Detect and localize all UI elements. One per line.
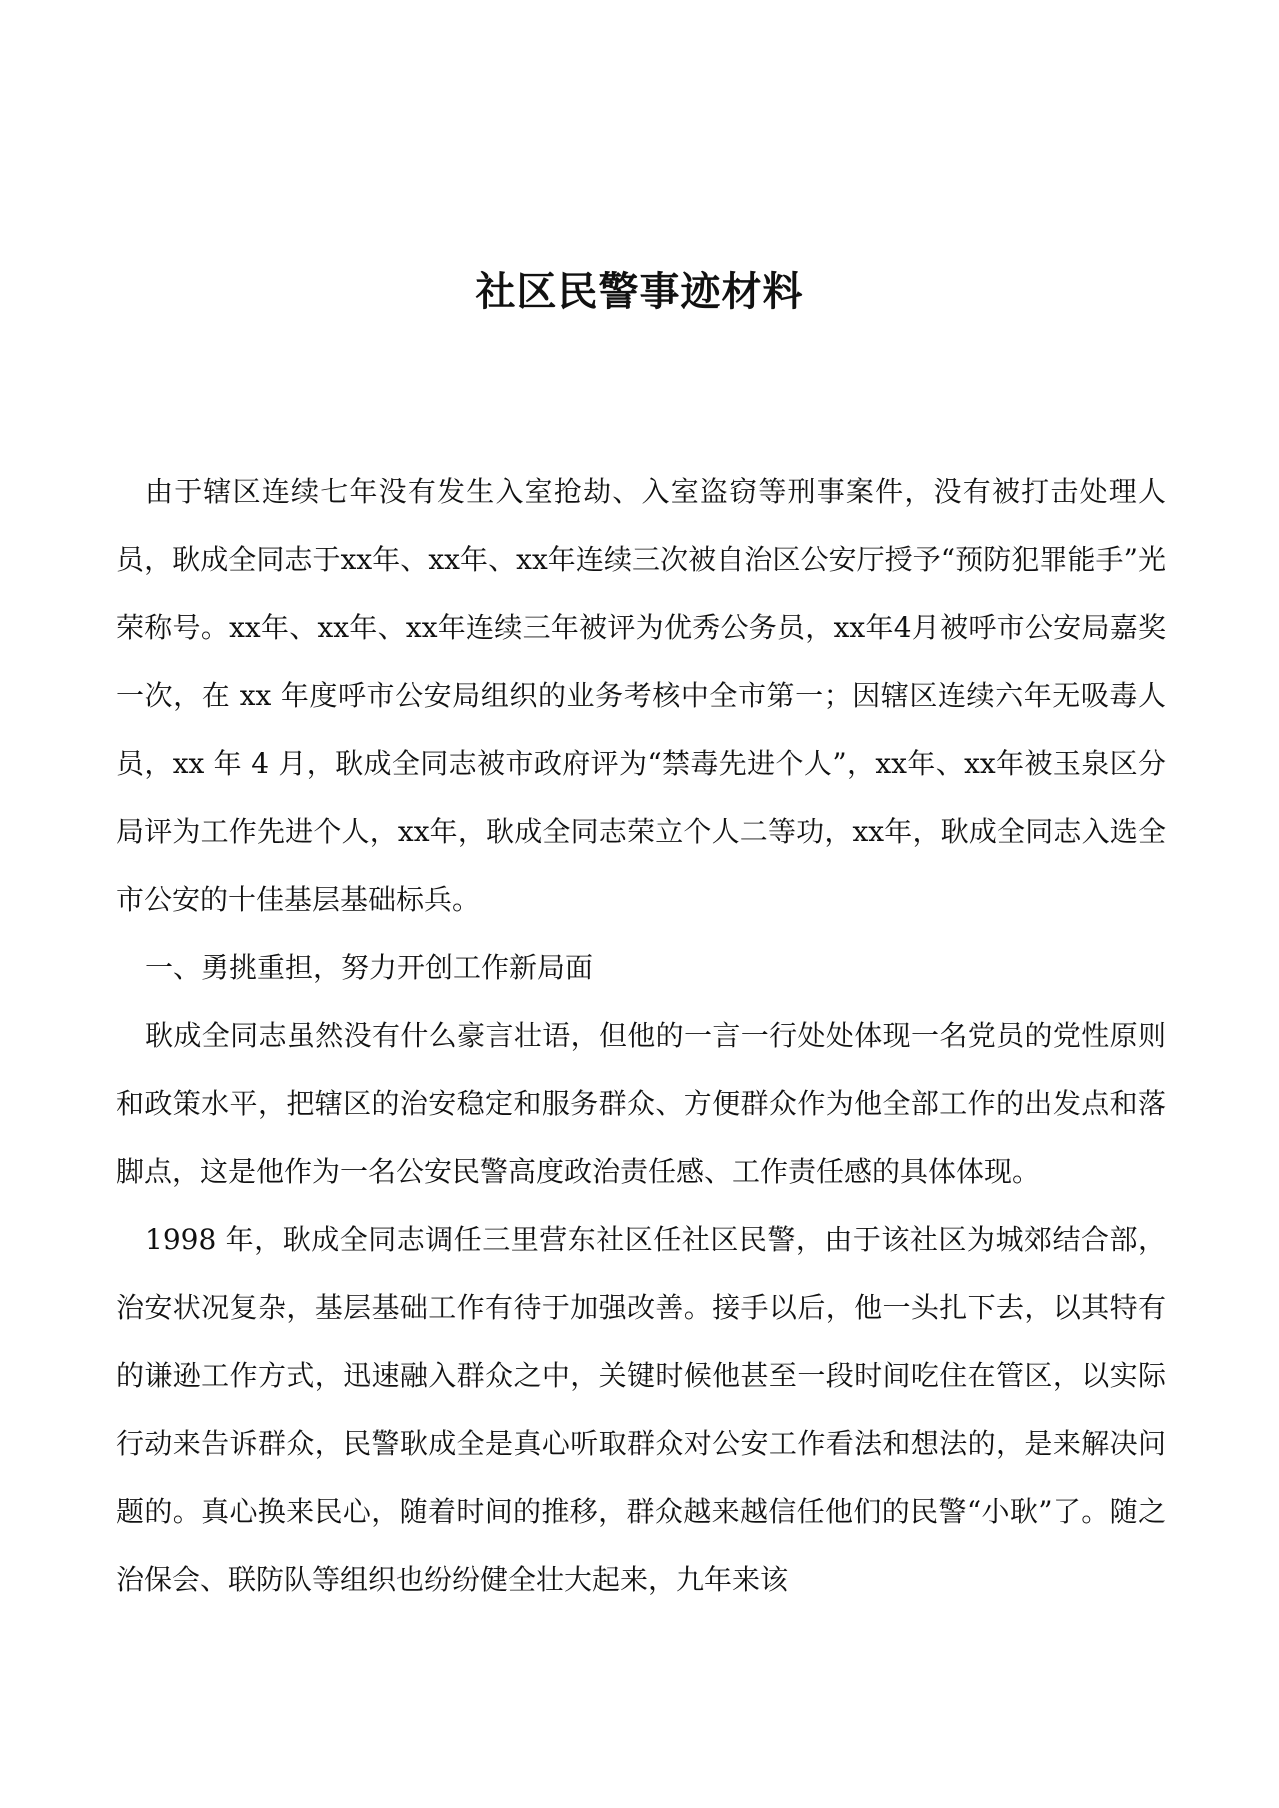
document-body [116,458,1166,1614]
document-title: 社区民警事迹材料 [475,269,804,315]
section-heading: 一、勇挑重担，努力开创工作新局面 [145,951,594,984]
paragraph-1998: 1998 年，耿成全同志调任三里营东社区任社区民警，由于该社区为城郊结合部，治安状况复杂，基层基础工作有待于加强改善。接手以后，他一头扎下去，以其特有的谦逊工作方式，迅速融入群众之中，关键时候他甚至一段时间吃住在管区，以实际行动来告诉群众，民警耿成全是真心听取群众对公安工作看法和想法的，是来解决问题的。真心换来民心，随着时间的推移，群众越来越信任他们的民警“小耿”了。随之治保会、联防队等组织也纷纷健全壮大起来，九年来该 [116,1223,1166,1596]
paragraph-awards: 由于辖区连续七年没有发生入室抢劫、入室盗窃等刑事案件，没有被打击处理人员，耿成全同志于xx年、xx年、xx年连续三次被自治区公安厅授予“预防犯罪能手”光荣称号。xx年、xx年、xx年连续三年被评为优秀公务员，xx年4月被呼市公安局嘉奖一次，在 xx 年度呼市公安局组织的业务考核中全市第一；因辖区连续六年无吸毒人员，xx 年 4 月，耿成全同志被市政府评为“禁毒先进个人”，xx年、xx年被玉泉区分局评为工作先进个人，xx年，耿成全同志荣立个人二等功，xx年，耿成全同志入选全市公安的十佳基层基础标兵。 [116,475,1166,916]
paragraph-principles: 耿成全同志虽然没有什么豪言壮语，但他的一言一行处处体现一名党员的党性原则和政策水平，把辖区的治安稳定和服务群众、方便群众作为他全部工作的出发点和落脚点，这是他作为一名公安民警高度政治责任感、工作责任感的具体体现。 [116,1019,1166,1188]
